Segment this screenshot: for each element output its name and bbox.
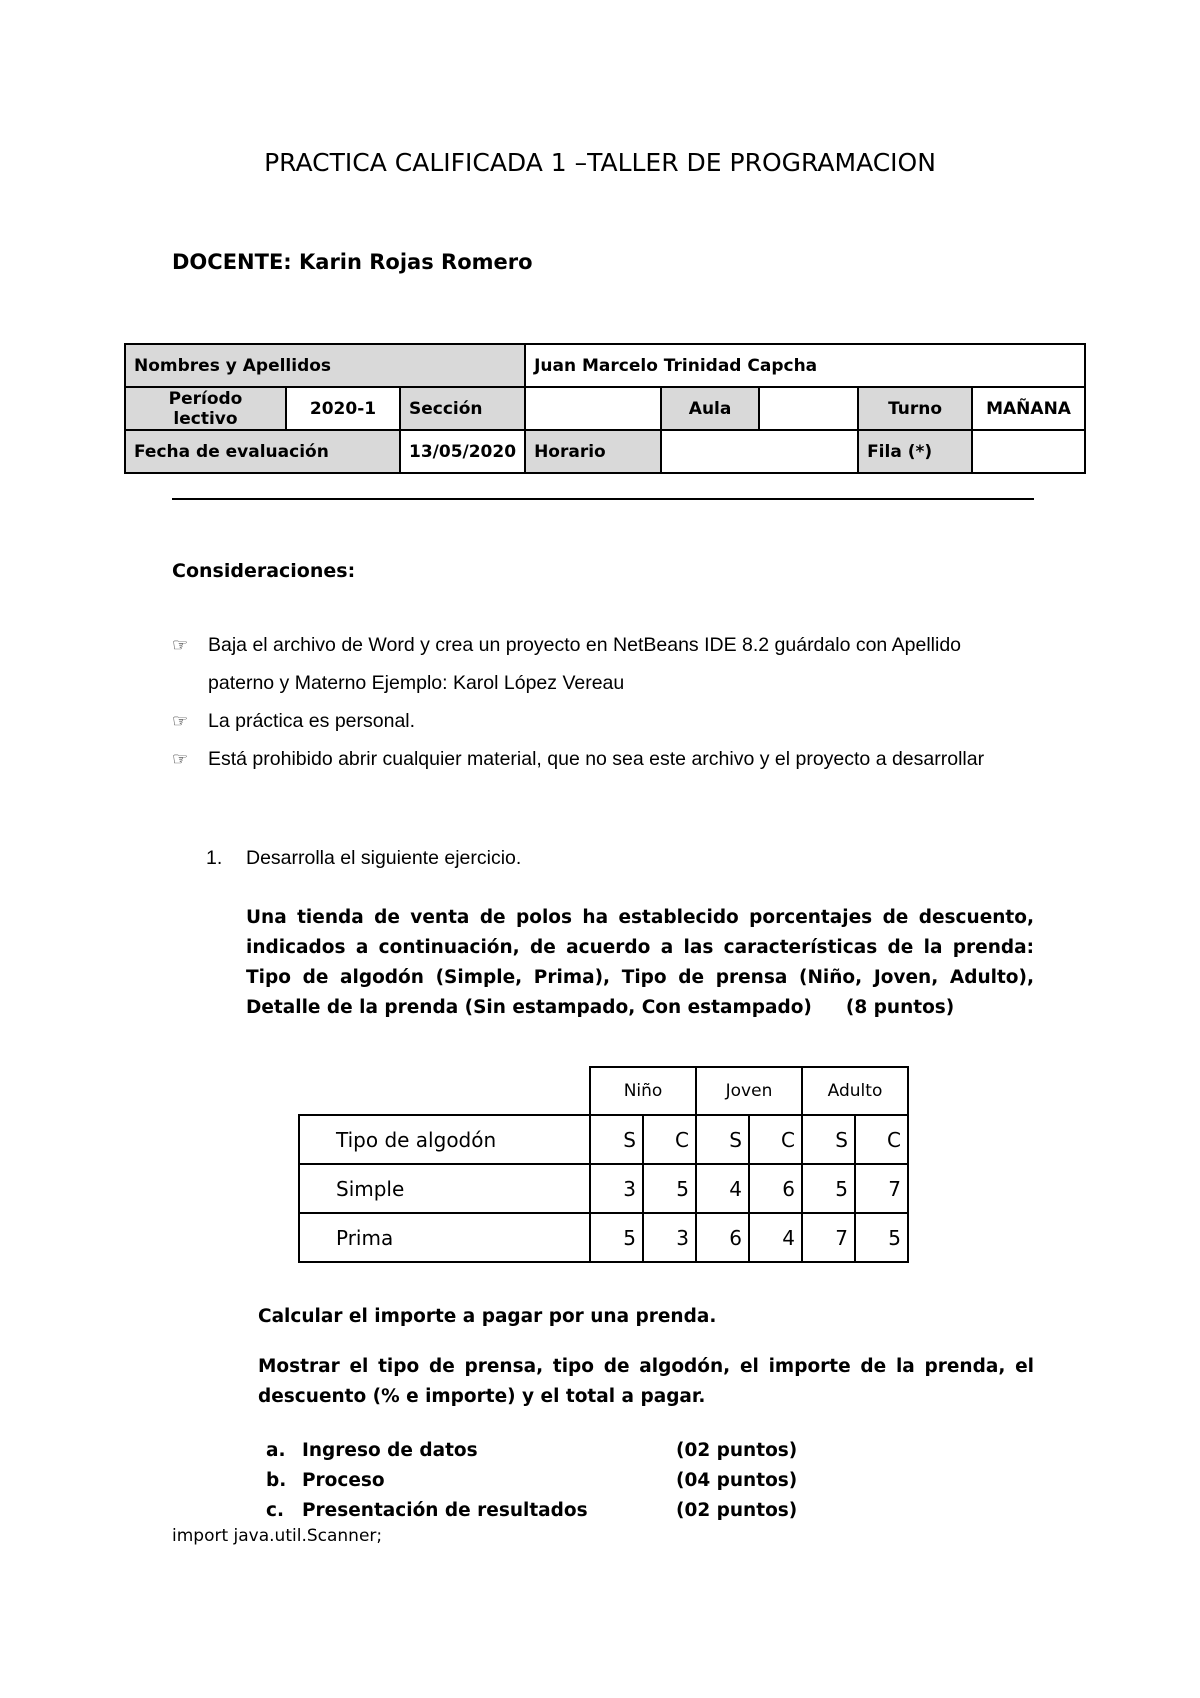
fila-value [972, 430, 1085, 473]
table-cell: 6 [696, 1213, 749, 1262]
list-item-text: Está prohibido abrir cualquier material, que no sea este archivo y el proyecto a desarrollar [208, 748, 985, 770]
table-cell: 3 [590, 1164, 643, 1213]
info-row-fecha [125, 430, 1085, 473]
page-title: PRACTICA CALIFICADA 1 –TALLER DE PROGRAMACION [264, 148, 936, 177]
exercise-number: 1. [206, 847, 223, 869]
info-row-nombres [125, 344, 1085, 387]
fecha-label: Fecha de evaluación [125, 430, 400, 473]
group-header: Niño [590, 1067, 696, 1115]
hand-pointing-icon: ☞ [172, 635, 189, 655]
nombres-value: Juan Marcelo Trinidad Capcha [525, 344, 1085, 387]
table-cell: 5 [855, 1213, 908, 1262]
exercise-label: Desarrolla el siguiente ejercicio. [246, 847, 522, 869]
table-corner [299, 1067, 590, 1115]
row-label: Simple [299, 1164, 590, 1213]
item-text: Proceso [302, 1470, 385, 1491]
list-item [172, 740, 1032, 778]
table-cell: S [802, 1115, 855, 1164]
list-item [172, 626, 1032, 702]
table-cell: 6 [749, 1164, 802, 1213]
group-header: Adulto [802, 1067, 908, 1115]
table-cell: C [855, 1115, 908, 1164]
item-points: (02 puntos) [676, 1500, 798, 1521]
list-item [258, 1466, 818, 1496]
consideraciones-list [172, 626, 1032, 778]
list-item-text: Baja el archivo de Word y crea un proyecto en NetBeans IDE 8.2 guárdalo con Apellido paterno y Materno Ejemplo: Karol López Vereau [208, 634, 962, 694]
turno-label: Turno [858, 387, 972, 430]
hand-pointing-icon: ☞ [172, 749, 189, 769]
exercise-paragraph [246, 903, 1034, 1023]
list-item [258, 1496, 818, 1526]
hand-pointing-icon: ☞ [172, 711, 189, 731]
group-header: Joven [696, 1067, 802, 1115]
seccion-value [525, 387, 661, 430]
table-cell: 5 [590, 1213, 643, 1262]
item-text: Ingreso de datos [302, 1440, 478, 1461]
exercise-points: (8 puntos) [845, 997, 955, 1018]
table-cell: 4 [749, 1213, 802, 1262]
list-item [172, 702, 1032, 740]
periodo-label: Período lectivo [125, 387, 286, 430]
horario-label: Horario [525, 430, 661, 473]
row-label: Prima [299, 1213, 590, 1262]
table-cell: 3 [643, 1213, 696, 1262]
table-cell: 5 [802, 1164, 855, 1213]
item-points: (04 puntos) [676, 1470, 798, 1491]
scoring-list [258, 1436, 818, 1526]
list-item-text: La práctica es personal. [208, 710, 416, 732]
table-cell: 7 [855, 1164, 908, 1213]
table-row [299, 1213, 908, 1262]
nombres-label: Nombres y Apellidos [125, 344, 525, 387]
seccion-label: Sección [400, 387, 525, 430]
turno-value: MAÑANA [972, 387, 1085, 430]
table-row [299, 1115, 908, 1164]
aula-value [759, 387, 858, 430]
fecha-value: 13/05/2020 [400, 430, 525, 473]
table-cell: 4 [696, 1164, 749, 1213]
periodo-value: 2020-1 [286, 387, 400, 430]
table-cell: S [590, 1115, 643, 1164]
table-row [299, 1164, 908, 1213]
fila-label: Fila (*) [858, 430, 972, 473]
horario-value [661, 430, 858, 473]
info-row-periodo [125, 387, 1085, 430]
table-cell: 7 [802, 1213, 855, 1262]
item-points: (02 puntos) [676, 1440, 798, 1461]
consideraciones-heading: Consideraciones: [172, 560, 356, 582]
list-item [258, 1436, 818, 1466]
row-header: Tipo de algodón [299, 1115, 590, 1164]
code-line: import java.util.Scanner; [172, 1526, 383, 1546]
table-cell: S [696, 1115, 749, 1164]
student-info-table [124, 343, 1086, 474]
aula-label: Aula [661, 387, 759, 430]
docente-line: DOCENTE: Karin Rojas Romero [172, 250, 533, 274]
mostrar-instruction: Mostrar el tipo de prensa, tipo de algodón, el importe de la prenda, el descuento (% e importe) y el total a pagar. [258, 1356, 1034, 1407]
calcular-instruction: Calcular el importe a pagar por una prenda. [258, 1306, 717, 1327]
discount-table [298, 1066, 909, 1263]
section-divider [172, 498, 1034, 500]
table-cell: C [643, 1115, 696, 1164]
exercise-paragraph-text: Una tienda de venta de polos ha establecido porcentajes de descuento, indicados a continuación, de acuerdo a las características de la prenda: Tipo de algodón (Simple, Prima), Tipo de prensa (Niño, Joven, Adulto), Detalle de la prenda (Sin estampado, Con estampado) [246, 907, 1034, 1018]
item-text: Presentación de resultados [302, 1500, 588, 1521]
item-letter: a. [266, 1440, 286, 1461]
table-cell: C [749, 1115, 802, 1164]
table-header-row [299, 1067, 908, 1115]
item-letter: c. [266, 1500, 284, 1521]
item-letter: b. [266, 1470, 287, 1491]
table-cell: 5 [643, 1164, 696, 1213]
